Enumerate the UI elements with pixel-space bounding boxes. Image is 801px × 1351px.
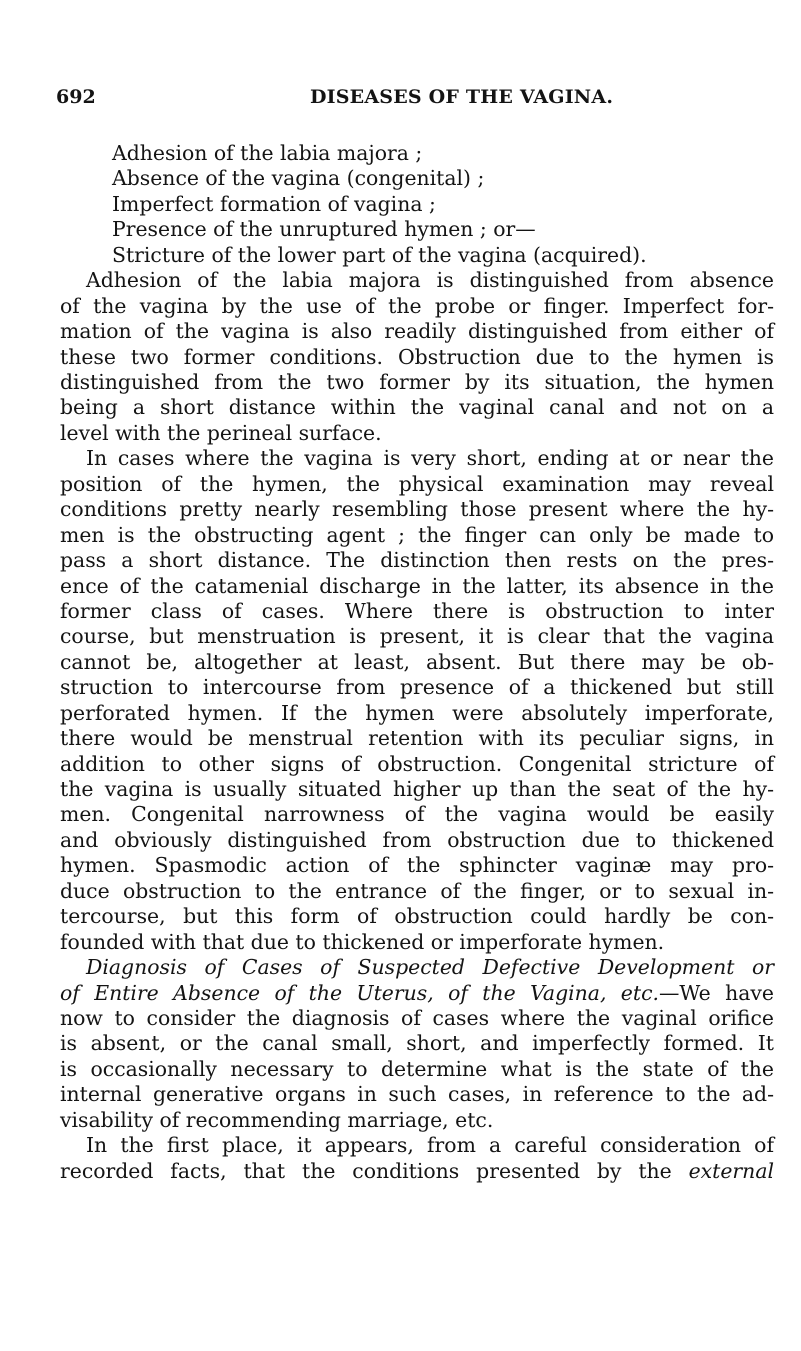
running-head: DISEASES OF THE VAGINA.	[310, 86, 614, 108]
emphasis-word: external	[688, 1158, 774, 1183]
text-line: being a short distance within the vaginal canal and not on a	[60, 395, 774, 420]
text-line: visability of recommending marriage, etc.	[60, 1107, 494, 1132]
text-line: now to consider the diagnosis of cases where the vaginal orifice	[60, 1005, 774, 1030]
text-line: level with the perineal surface.	[60, 420, 382, 445]
body-text	[60, 141, 774, 1184]
list-item: Absence of the vagina (congenital) ;	[112, 166, 485, 191]
paragraph-1	[60, 268, 774, 446]
paragraph-3	[60, 955, 774, 1133]
text-line: founded with that due to thickened or imperforate hymen.	[60, 929, 665, 954]
text-line: is absent, or the canal small, short, and imperfectly formed. It	[60, 1031, 774, 1056]
page-header	[56, 86, 796, 116]
condition-list	[60, 141, 774, 268]
text-line: men is the obstructing agent ; the finger can only be made to	[60, 522, 774, 547]
text-run: recorded facts, that the conditions presented by the	[60, 1158, 672, 1183]
list-item: Imperfect formation of vagina ;	[112, 191, 436, 216]
text-line: the vagina is usually situated higher up than the seat of the hy-	[60, 777, 774, 802]
text-line: addition to other signs of obstruction. Congenital stricture of	[60, 751, 774, 776]
text-line: tercourse, but this form of obstruction could hardly be con-	[60, 904, 774, 929]
text-line: cannot be, altogether at least, absent. But there may be ob-	[60, 649, 774, 674]
paragraph-2	[60, 446, 774, 955]
text-line: struction to intercourse from presence of a thickened but still	[60, 675, 774, 700]
text-line: former class of cases. Where there is obstruction to inter	[60, 598, 774, 623]
text-line	[60, 981, 774, 1006]
text-line: is occasionally necessary to determine what is the state of the	[60, 1056, 774, 1081]
page-number: 692	[56, 86, 96, 108]
text-line: ence of the catamenial discharge in the latter, its absence in the	[60, 573, 774, 598]
text-line: of the vagina by the use of the probe or finger. Imperfect for-	[60, 293, 774, 318]
text-line: distinguished from the two former by its situation, the hymen	[60, 370, 774, 395]
text-line: pass a short distance. The distinction then rests on the pres-	[60, 548, 774, 573]
text-line: In the first place, it appears, from a careful consideration of	[86, 1133, 774, 1158]
text-line: Adhesion of the labia majora is distinguished from absence	[86, 268, 774, 293]
text-run: —We have	[658, 980, 774, 1005]
list-item: Stricture of the lower part of the vagina (acquired).	[112, 242, 647, 267]
text-line: mation of the vagina is also readily distinguished from either of	[60, 319, 774, 344]
text-line	[60, 1159, 774, 1184]
text-line: internal generative organs in such cases, in reference to the ad-	[60, 1082, 774, 1107]
list-item: Presence of the unruptured hymen ; or—	[112, 217, 536, 242]
text-line: hymen. Spasmodic action of the sphincter vaginæ may pro-	[60, 853, 774, 878]
text-line: course, but menstruation is present, it is clear that the vagina	[60, 624, 774, 649]
text-line: perforated hymen. If the hymen were absolutely imperforate,	[60, 700, 774, 725]
paragraph-4	[60, 1133, 774, 1184]
text-line: men. Congenital narrowness of the vagina would be easily	[60, 802, 774, 827]
text-line: and obviously distinguished from obstruction due to thickened	[60, 827, 774, 852]
text-line: there would be menstrual retention with its peculiar signs, in	[60, 726, 774, 751]
list-item: Adhesion of the labia majora ;	[112, 141, 423, 165]
section-heading-continued: of Entire Absence of the Uterus, of the Vagina, etc.	[60, 980, 659, 1005]
text-line: duce obstruction to the entrance of the finger, or to sexual in-	[60, 878, 774, 903]
text-line: these two former conditions. Obstruction due to the hymen is	[60, 344, 774, 369]
section-heading: Diagnosis of Cases of Suspected Defective Development or	[86, 955, 774, 980]
text-line: position of the hymen, the physical examination may reveal	[60, 471, 774, 496]
text-line: conditions pretty nearly resembling those present where the hy-	[60, 497, 774, 522]
text-line: In cases where the vagina is very short, ending at or near the	[86, 446, 774, 471]
